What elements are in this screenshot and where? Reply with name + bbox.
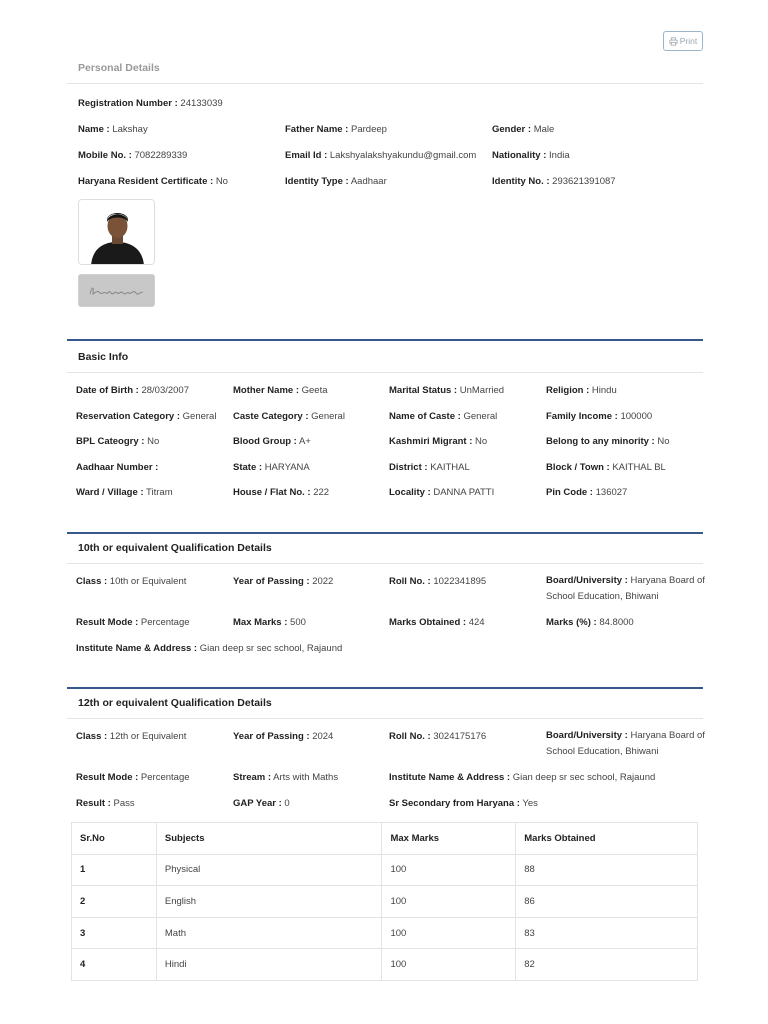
email-field: Email Id : Lakshyalakshyakundu@gmail.com [285,150,477,161]
subject-cell: English [156,886,382,918]
twelfth-class-field: Class : 12th or Equivalent [76,731,187,742]
sr-no-cell: 1 [72,854,157,886]
divider [67,718,703,719]
name-field: Name : Lakshay [78,124,148,135]
bpl-category-field: BPL Cateogry : No [76,436,160,447]
caste-category-field: Caste Category : General [233,411,345,422]
column-header-sr-no: Sr.No [72,823,157,855]
subjects-table [71,822,698,981]
twelfth-board-field: Board/University : Haryana Board of School Education, Bhiwani [546,730,705,757]
table-row [72,854,698,886]
twelfth-result-field: Result : Pass [76,798,135,809]
identity-type-field: Identity Type : Aadhaar [285,176,387,187]
table-header-row [72,823,698,855]
section-border [67,687,703,689]
section-border [67,339,703,341]
twelfth-roll-field: Roll No. : 3024175176 [389,731,487,742]
dob-field: Date of Birth : 28/03/2007 [76,385,189,396]
twelfth-sr-secondary-field: Sr Secondary from Haryana : Yes [389,798,538,809]
tenth-percentage-field: Marks (%) : 84.8000 [546,617,634,628]
tenth-institute-field: Institute Name & Address : Gian deep sr sec school, Rajaund [76,643,343,654]
marital-status-field: Marital Status : UnMarried [389,385,505,396]
reservation-category-field: Reservation Category : General [76,411,217,422]
tenth-max-marks-field: Max Marks : 500 [233,617,306,628]
house-number-field: House / Flat No. : 222 [233,487,330,498]
tenth-marks-obtained-field: Marks Obtained : 424 [389,617,485,628]
signature-image [82,281,152,301]
tenth-class-field: Class : 10th or Equivalent [76,576,187,587]
marks-obtained-cell: 82 [516,949,698,981]
religion-field: Religion : Hindu [546,385,617,396]
blood-group-field: Blood Group : A+ [233,436,311,447]
tenth-board-field: Board/University : Haryana Board of School Education, Bhiwani [546,575,705,602]
state-field: State : HARYANA [233,462,310,473]
max-marks-cell: 100 [382,949,516,981]
twelfth-stream-field: Stream : Arts with Maths [233,772,339,783]
nationality-field: Nationality : India [492,150,570,161]
pin-code-field: Pin Code : 136027 [546,487,628,498]
district-field: District : KAITHAL [389,462,470,473]
minority-field: Belong to any minority : No [546,436,670,447]
tenth-roll-field: Roll No. : 1022341895 [389,576,487,587]
father-name-field: Father Name : Pardeep [285,124,387,135]
gender-field: Gender : Male [492,124,555,135]
divider [67,563,703,564]
table-row [72,949,698,981]
subject-cell: Physical [156,854,382,886]
subject-cell: Hindi [156,949,382,981]
marks-obtained-cell: 88 [516,854,698,886]
tenth-result-mode-field: Result Mode : Percentage [76,617,190,628]
max-marks-cell: 100 [382,917,516,949]
section-border [67,532,703,534]
subject-cell: Math [156,917,382,949]
basic-info-title: Basic Info [78,351,129,363]
sr-no-cell: 3 [72,917,157,949]
caste-name-field: Name of Caste : General [389,411,498,422]
marks-obtained-cell: 86 [516,886,698,918]
resident-certificate-field: Haryana Resident Certificate : No [78,176,228,187]
applicant-photo [78,199,155,265]
ward-village-field: Ward / Village : Titram [76,487,173,498]
applicant-signature [78,274,155,307]
family-income-field: Family Income : 100000 [546,411,653,422]
locality-field: Locality : DANNA PATTI [389,487,495,498]
divider [67,372,703,373]
registration-number-field: Registration Number : 24133039 [78,98,223,109]
table-row [72,886,698,918]
divider [67,83,703,84]
column-header-subjects: Subjects [156,823,382,855]
twelfth-institute-field: Institute Name & Address : Gian deep sr sec school, Rajaund [389,772,656,783]
kashmiri-migrant-field: Kashmiri Migrant : No [389,436,488,447]
tenth-year-field: Year of Passing : 2022 [233,576,334,587]
max-marks-cell: 100 [382,886,516,918]
block-town-field: Block / Town : KAITHAL BL [546,462,666,473]
aadhaar-number-field: Aadhaar Number : [76,462,159,473]
twelfth-details-title: 12th or equivalent Qualification Details [78,697,272,709]
max-marks-cell: 100 [382,854,516,886]
tenth-details-title: 10th or equivalent Qualification Details [78,542,272,554]
table-row [72,917,698,949]
identity-number-field: Identity No. : 293621391087 [492,176,616,187]
column-header-marks-obtained: Marks Obtained [516,823,698,855]
marks-obtained-cell: 83 [516,917,698,949]
sr-no-cell: 2 [72,886,157,918]
personal-details-title: Personal Details [78,62,160,74]
print-label: Print [679,36,698,46]
print-button[interactable] [663,31,703,51]
twelfth-gap-year-field: GAP Year : 0 [233,798,290,809]
printer-icon [669,37,678,46]
twelfth-result-mode-field: Result Mode : Percentage [76,772,190,783]
mobile-field: Mobile No. : 7082289339 [78,150,188,161]
column-header-max-marks: Max Marks [382,823,516,855]
sr-no-cell: 4 [72,949,157,981]
twelfth-year-field: Year of Passing : 2024 [233,731,334,742]
person-photo-icon [79,200,155,265]
mother-name-field: Mother Name : Geeta [233,385,328,396]
